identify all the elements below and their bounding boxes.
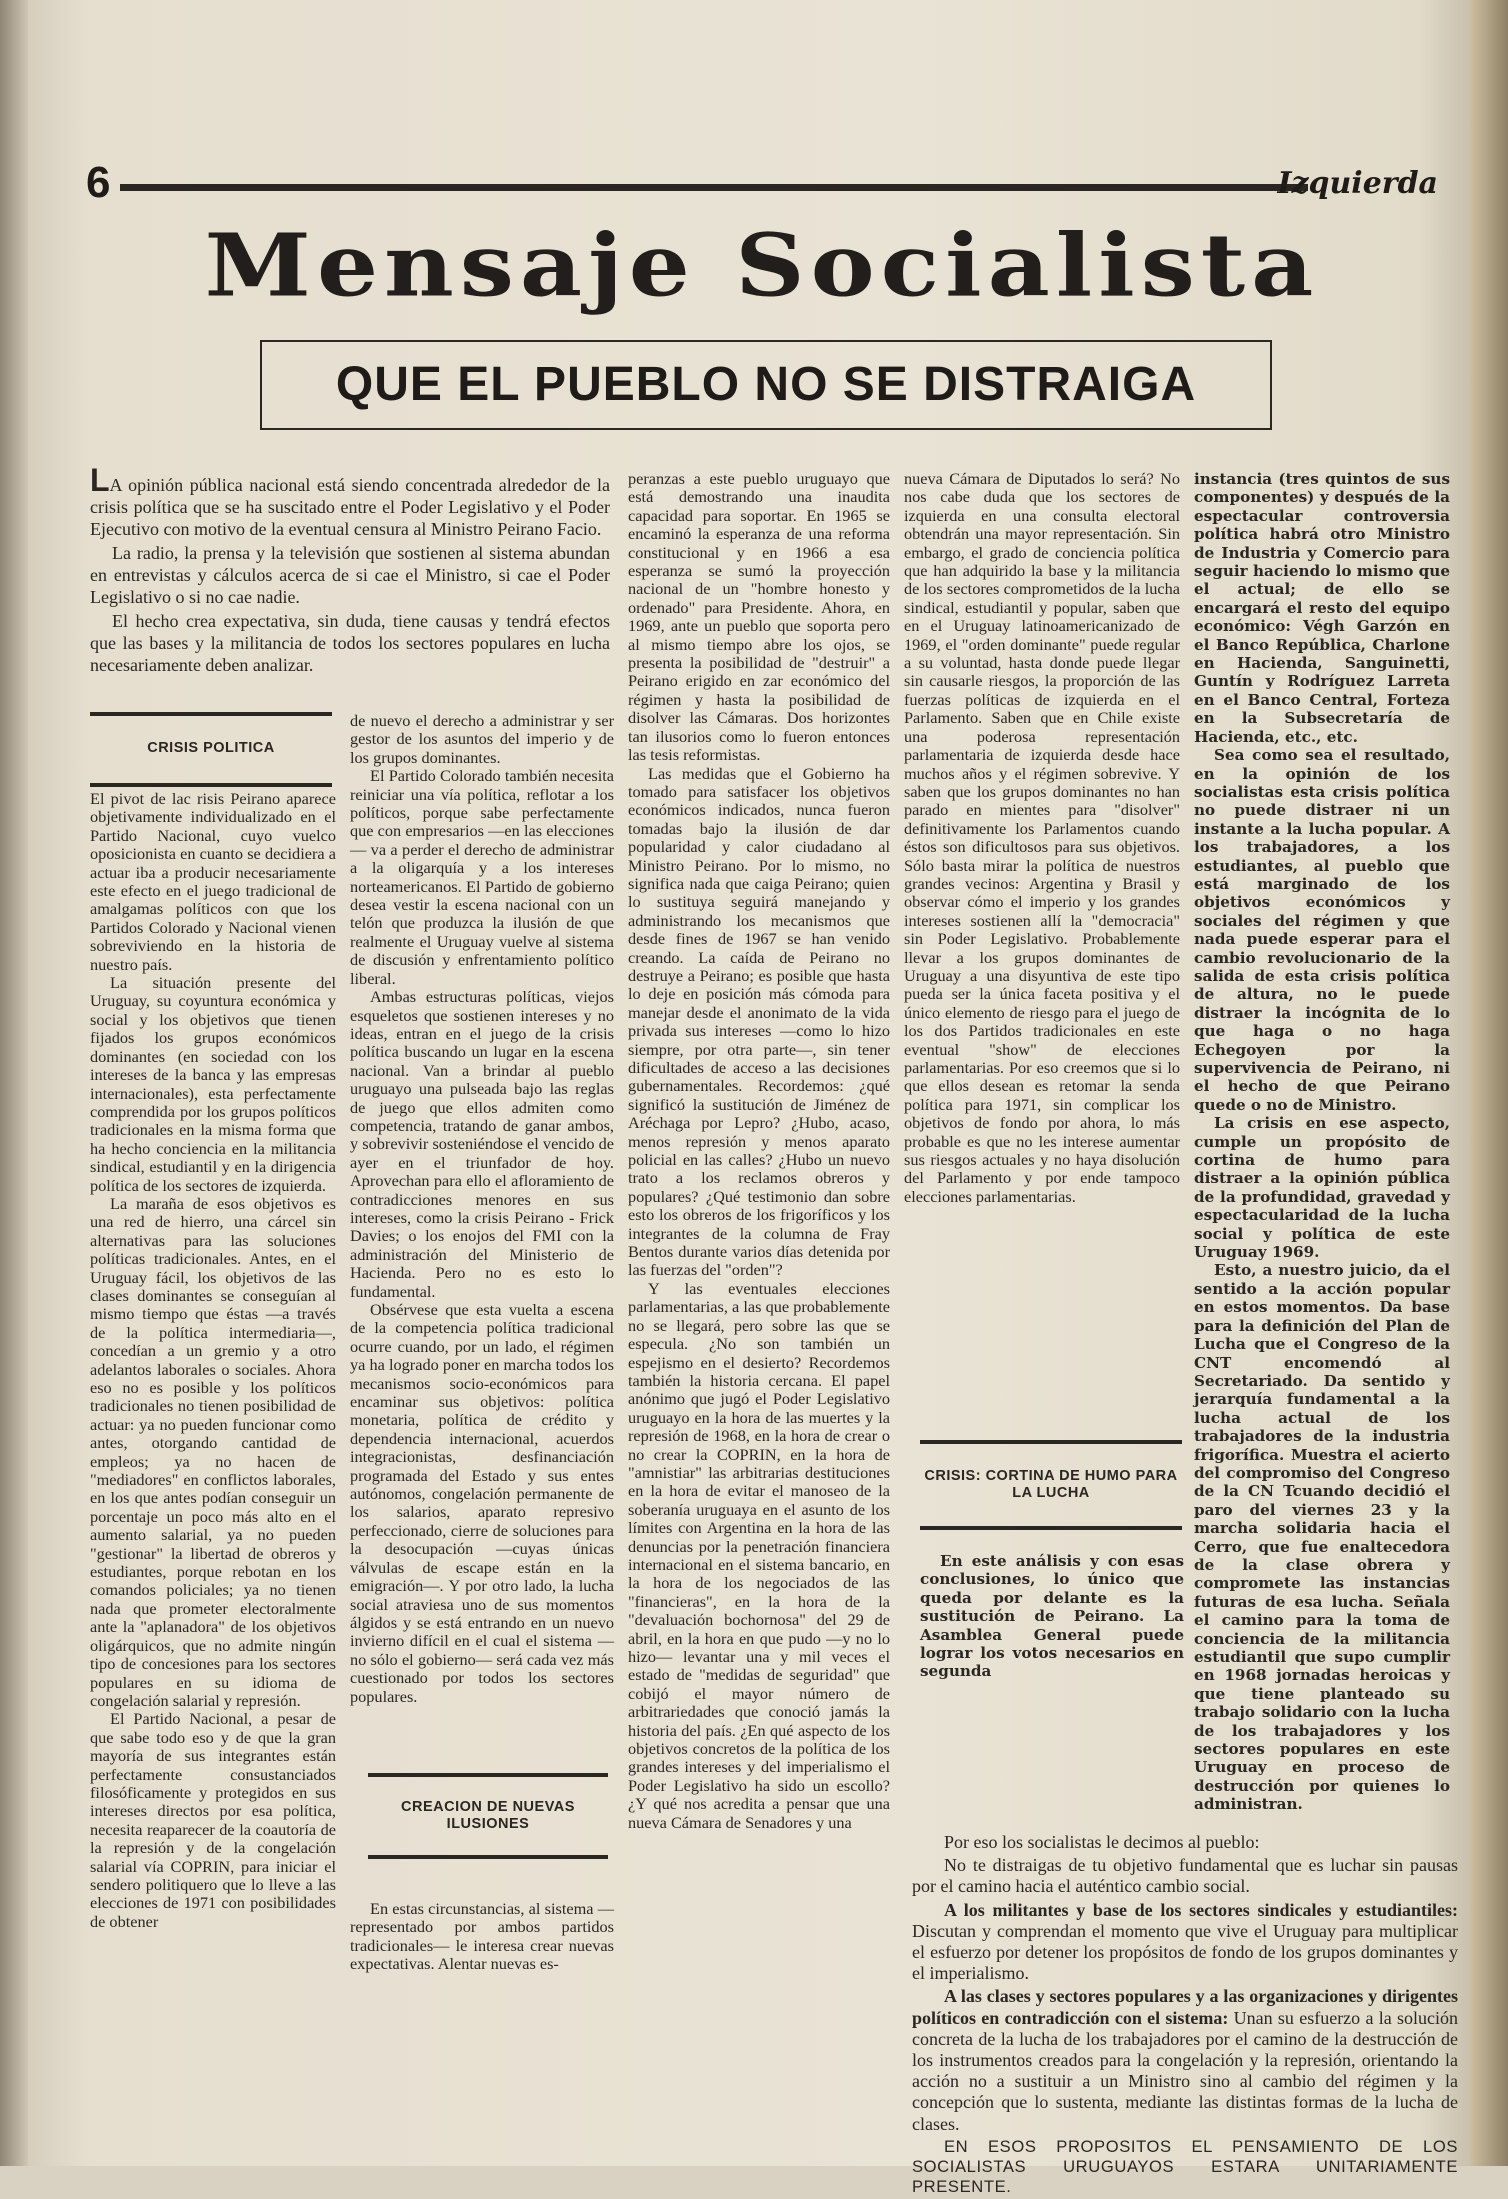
section-heading-crisis-politica xyxy=(90,712,332,787)
article-column-2 xyxy=(350,712,614,1706)
section-rule xyxy=(90,783,332,787)
paragraph: El pivot de lac risis Peirano aparece objetivamente individualizado en el Partido Nacional, cuyo vuelco oposicionista en cuanto se decidiera a actuar iba a producir necesariamente este efecto en el juego tradicional de amalgamas políticos con que los Partidos Colorado y Nacional vienen sobreviviendo en la historia de nuestro país. xyxy=(90,789,336,974)
closing-paragraph xyxy=(912,1900,1458,1985)
intro-paragraph-text: A opinión pública nacional está siendo concentrada alrededor de la crisis política que se ha suscitado entre el Poder Legislativo y el Poder Ejecutivo con motivo de la eventual censura al Ministro Peirano Facio. xyxy=(90,475,610,539)
paragraph: peranzas a este pueblo uruguayo que está demostrando una inaudita capacidad para soportar. En 1965 se encaminó la esperanza de una reforma constitucional y en 1966 a esa esperanza se sumó la proyección nacional de un "hombre honesto y ordenado" para Presidente. Ahora, en 1969, ante un pueblo que soporta pero al mismo tiempo abre los ojos, se presenta la posibilidad de "destruir" a Peirano erigido en zar económico del régimen y hasta la posibilidad de disolver las Cámaras. Dos horizontes tan ilusorios como lo fueron entonces las tesis reformistas. xyxy=(628,469,890,765)
paragraph: En este análisis y con esas conclusiones, lo único que queda por delante es la sustitución de Peirano. La Asamblea General puede lograr los votos necesarios en segunda xyxy=(920,1552,1184,1681)
paragraph: Esto, a nuestro juicio, da el sentido a la acción popular en estos momentos. Da base para la definición del Plan de Lucha que el Congreso de la CNT encomendó al Secretariado. Da sentido y jerarquía fundamental a la lucha actual de los trabajadores de la industria frigorífica. Muestra el acierto del compromiso del Congreso de la CN Tcuando decidió el paro del viernes 23 y la marcha solidaria hacia el Cerro, que fue enaltecedora de la clase obrera y compromete las instancias futuras de esa lucha. Señala el camino para la toma de conciencia de la militancia estudiantil que supo cumplir en 1968 jornadas heroicas y que tiene planteado su trabajo solidario con la lucha de los trabajadores y los sectores populares en este Uruguay en proceso de destrucción por quienes lo administran. xyxy=(1194,1261,1450,1814)
closing-paragraph: Por eso los socialistas le decimos al pueblo: xyxy=(944,1832,1260,1852)
binding-shadow xyxy=(0,0,28,2166)
drop-cap: L xyxy=(90,462,110,498)
intro-paragraph: La radio, la prensa y la televisión que sostienen al sistema abundan en entrevistas y cálculos acerca de si cae el Ministro, si cae el Poder Legislativo o si no cae nadie. xyxy=(90,543,610,607)
closing-text: Unan su esfuerzo a la solución concreta de la lucha de los trabajadores por el camino de la destrucción de los instrumentos creados para la congelación y la represión, orientando la acción no a sustituir a un Ministro sino al cambio del régimen y la concepción que lo sustenta, mediante las distintas formas de la lucha de clases. xyxy=(912,2007,1458,2134)
paragraph: El Partido Nacional, a pesar de que sabe todo eso y de que la gran mayoría de sus integrantes están perfectamente consustanciados filosóficamente y protegidos en sus intereses directos por esa política, necesita reaparecer de la coautoría de la represión y de la congelación salarial vía COPRIN, para iniciar el sendero politiquero que lo lleve a las elecciones de 1971 con posibilidades de obtener xyxy=(90,1709,336,1931)
article-column-1 xyxy=(90,790,336,1931)
article-column-4-bold xyxy=(920,1552,1184,1681)
section-title: CRISIS POLITICA xyxy=(147,740,275,756)
section-heading-nuevas-ilusiones xyxy=(368,1773,608,1859)
intro-text xyxy=(90,462,610,678)
article-column-4 xyxy=(904,470,1180,1206)
section-rule xyxy=(368,1855,608,1859)
subheadline: QUE EL PUEBLO NO SE DISTRAIGA xyxy=(335,358,1197,411)
intro-paragraph xyxy=(90,462,610,540)
newspaper-name: Izquierda xyxy=(1277,166,1438,201)
closing-lead: A los militantes y base de los sectores sindicales y estudiantiles: xyxy=(944,1899,1458,1920)
section-title: CRISIS: CORTINA DE HUMO PARA LA LUCHA xyxy=(924,1468,1178,1501)
paragraph: Obsérvese que esta vuelta a escena de la competencia política tradicional ocurre cuando, por un lado, el régimen ya ha logrado poner en marcha todos los mecanismos socio-económicos para encaminar sus objetivos: política monetaria, política de crédito y dependencia internacional, acuerdos integracionistas, desfinanciación programada del Estado y sus entes autónomos, congelación permanente de los salarios, aparato represivo perfeccionado, cierre de soluciones para la desocupación —cuyas únicas válvulas de escape están en la emigración—. Y por otro lado, la lucha social atraviesa uno de sus momentos álgidos y se está entrando en un nuevo invierno difícil en el cual el sistema —no sólo el gobierno— será cada vez más cuestionado por todos los sectores populares. xyxy=(350,1300,614,1706)
paragraph: Ambas estructuras políticas, viejos esqueletos que sostienen intereses y no ideas, entran en el juego de la crisis política buscando un lugar en la escena nacional. Van a brindar al pueblo uruguayo una pulseada bajo las reglas de juego que ellos admiten como competencia, tratando de ganar ambos, y sobrevivir sosteniéndose el vencido de ayer en el triunfador de hoy. Aprovechan para ello el afloramiento de contradicciones menores en sus intereses, como la crisis Peirano - Frick Davies; o los enojos del FMI con la administración del Ministerio de Hacienda. Pero no es esto lo fundamental. xyxy=(350,987,614,1301)
section-rule xyxy=(920,1526,1182,1530)
paragraph: En estas circunstancias, al sistema —representado por ambos partidos tradicionales— le interesa crear nuevas expectativas. Alentar nuevas es- xyxy=(350,1899,614,1974)
section-title: CREACION DE NUEVAS ILUSIONES xyxy=(401,1799,575,1832)
closing-lead: A las clases y sectores populares y a las organizaciones y dirigentes políticos en contradicción con el sistema: xyxy=(912,1986,1458,2028)
paragraph: El Partido Colorado también necesita reiniciar una vía política, reflotar a los políticos, porque sabe perfectamente que con empresarios —en las elecciones— va a perder el derecho de administrar a la oligarquía y a los intereses norteamericanos. El Partido de gobierno desea vestir la escena nacional con un telón que produzca la ilusión de que realmente el Uruguay vuelve al sistema de discusión y enfrentamiento político liberal. xyxy=(350,766,614,988)
closing-paragraph: No te distraigas de tu objetivo fundamental que es luchar sin pausas por el camino hacia el auténtico cambio social. xyxy=(912,1855,1458,1897)
article-column-2-continued xyxy=(350,1900,614,1974)
paragraph: instancia (tres quintos de sus componentes) y después de la espectacular controversia política habrá otro Ministro de Industria y Comercio para seguir haciendo lo mismo que el actual; de ello se encargará el resto del equipo económico: Végh Garzón en el Banco República, Charlone en Hacienda, Sanguinetti, Guntín y Rodríguez Larreta en el Banco Central, Forteza en la Subsecretaría de Hacienda, etc., etc. xyxy=(1194,470,1450,746)
section-heading-cortina-de-humo xyxy=(920,1440,1182,1530)
article-column-5 xyxy=(1194,470,1450,1814)
header-rule xyxy=(120,184,1308,191)
page-edge xyxy=(1470,0,1508,2166)
page-number: 6 xyxy=(86,158,111,207)
closing-paragraph xyxy=(912,1986,1458,2134)
paragraph: La crisis en ese aspecto, cumple un propósito de cortina de humo para distraer a la opinión pública de la profundidad, gravedad y espectacularidad de la lucha social y política de este Uruguay 1969. xyxy=(1194,1114,1450,1262)
folio-header xyxy=(86,160,1438,206)
paragraph: Sea como sea el resultado, en la opinión de los socialistas esta crisis política no puede distraer ni un instante a la lucha popular. A los trabajadores, a los estudiantes, al pueblo que está marginado de los objetivos económicos y sociales del régimen y que nada puede esperar para el cambio revolucionario de la salida de esta crisis política de altura, no le puede distraer la incógnita de lo que haga o no haga Echegoyen por la supervivencia de Peirano, ni el hecho de que Peirano quede o no de Ministro. xyxy=(1194,746,1450,1114)
article-column-3 xyxy=(628,470,890,1832)
intro-paragraph: El hecho crea expectativa, sin duda, tiene causas y tendrá efectos que las bases y la militancia de todos los sectores populares en lucha necesariamente deben analizar. xyxy=(90,611,610,675)
paragraph: nueva Cámara de Diputados lo será? No nos cabe duda que los sectores de izquierda en una consulta electoral obtendrán una mayor representación. Sin embargo, el grado de conciencia política que han adquirido la base y la militancia de los sectores comprometidos de la lucha sindical, estudiantil y popular, saben que en el Uruguay latinoamericanizado de 1969, el "orden dominante" puede regular a su voluntad, hasta donde puede llegar sin causarle riesgos, la proporción de las fuerzas políticas de izquierda en el Parlamento. Saben que en Chile existe una poderosa representación parlamentaria de izquierda desde hace muchos años y el régimen sobrevive. Y saben que los grupos dominantes no han parado en mientes para "disolver" definitivamente los Parlamentos cuando éstos son dificultosos para sus objetivos. Sólo basta mirar la política de nuestros grandes vecinos: Argentina y Brasil y observar cómo el imperio y los grandes intereses sostienen allí la "democracia" sin Poder Legislativo. Probablemente llevar a los grupos dominantes de Uruguay a una disyuntiva de este tipo pueda ser la única faceta positiva y el único elemento de riesgo para el juego de los dos Partidos tradicionales en este eventual "show" de elecciones parlamentarias. Por eso creemos que si lo que ellos desean es retomar la senda política para 1971, sin complicar los objetivos de fondo por ahora, lo más probable es que no les interese aumentar sus riesgos actuales y no haya disolución del Parlamento y por ende tampoco elecciones parlamentarias. xyxy=(904,469,1180,1206)
paragraph: Y las eventuales elecciones parlamentarias, a las que probablemente no se llegará, pero sobre las que se especula. ¿No son también un espejismo en el desierto? Recordemos también la historia cercana. El papel anónimo que jugó el Poder Legislativo uruguayo en la hora de las muertes y la represión de 1968, en la hora de crear o no crear la COPRIN, en la hora de "amnistiar" las arbitrarias destituciones en la hora de evitar el manoseo de la soberanía uruguaya en el asunto de los límites con Argentina en la hora de las denuncias por la penetración financiera internacional en el sistema bancario, en la hora de los negociados de las "financieras", en la hora de la "devaluación bochornosa" del 29 de abril, en la hora en que pudo —y no lo hizo— levantar una y mil veces el estado de "medidas de seguridad" que cobijó el mayor número de arbitrariedades que conoció jamás la historia del país. ¿En qué aspecto de los objetivos concretos de la política de los grandes intereses y del imperialismo el Poder Legislativo ha sido un escollo? ¿Y qué nos acredita a pensar que una nueva Cámara de Senadores y una xyxy=(628,1278,890,1832)
closing-statement xyxy=(912,1832,1458,2199)
subheadline-box xyxy=(260,340,1272,430)
paragraph: de nuevo el derecho a administrar y ser gestor de los asuntos del imperio y de los grupos dominantes. xyxy=(350,711,614,767)
paragraph: La situación presente del Uruguay, su coyuntura económica y social y los objetivos que tienen fijados los grupos económicos dominantes (en sociedad con los intereses de la banca y las empresas internacionales), esta perfectamente comprendida por los grupos políticos tradicionales en la misma forma que ha hecho conciencia en la militancia sindical, estudiantil y en la dirigencia política de los sectores de izquierda. xyxy=(90,973,336,1195)
closing-final-statement: EN ESOS PROPOSITOS EL PENSAMIENTO DE LOS SOCIALISTAS URUGUAYOS ESTARA UNITARIAMENTE PRESENTE. xyxy=(912,2136,1458,2196)
paragraph: Las medidas que el Gobierno ha tomado para satisfacer los objetivos económicos indicados, nunca fueron tomadas bajo la ilusión de dar popularidad y calor ciudadano al Ministro Peirano. Por lo mismo, no significa nada que caiga Peirano; quien lo sustituya seguirá manejando y administrando los mecanismos que desde fines de 1967 se han venido creando. La caída de Peirano no destruye a Peirano; es posible que hasta lo deje en posición más cómoda para manejar desde el anonimato de la vida privada sus intereses —como lo hizo siempre, por otra parte—, sin tener dificultades de acceso a las decisiones gubernamentales. Recordemos: ¿qué significó la sustitución de Jiménez de Aréchaga por Lepro? ¿Hubo, acaso, menos represión y menos aparato policial en las calles? ¿Hubo un nuevo trato a los reclamos obreros y populares? ¿Qué testimonio dan sobre esto los obreros de los frigoríficos y los integrantes de la columna de Fray Bentos durante varios días detenida por las fuerzas del "orden"? xyxy=(628,763,890,1280)
closing-text: Discutan y comprendan el momento que vive el Uruguay para multiplicar el esfuerzo por detener los propósitos de fondo de los grupos dominantes y el imperialismo. xyxy=(912,1920,1458,1984)
headline: Mensaje Socialista xyxy=(204,214,1320,317)
paragraph: La maraña de esos objetivos es una red de hierro, una cárcel sin alternativas para las soluciones políticas tradicionales. Antes, en el Uruguay fácil, los objetivos de las clases dominantes se conseguían al mismo tiempo que éstas —a través de la política intermediaria—, concedían a un gremio y a otro adelantos laborales o sociales. Ahora eso no es posible y los políticos tradicionales no tienen posibilidad de actuar: ya no pueden funcionar como antes, otorgando cantidad de empleos; ya no hacen de "mediadores" en conflictos laborales, en los que antes podían conseguir un porcentaje un poco más alto en el aumento salarial, ya no pueden "gestionar" la libertad de obreros y estudiantes, porque rebotan en los comandos policiales; ya no tienen nada que prometer electoralmente ante la "aplanadora" de los objetivos oligárquicos, que no admite ningún tipo de concesiones para los sectores populares en su idioma de congelación salarial y represión. xyxy=(90,1193,336,1710)
